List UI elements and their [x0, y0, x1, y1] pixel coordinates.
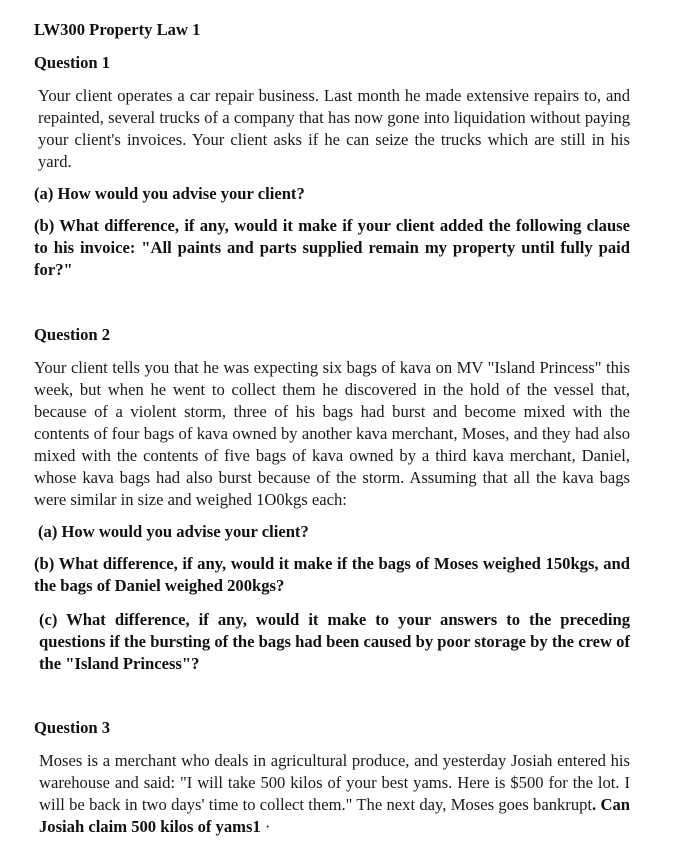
question-2-part-c: (c) What difference, if any, would it make to your answers to the preceding questions if the bursting of the bags had been caused by poor storage by the crew of the "Island Princess"?	[39, 610, 630, 673]
question-3-trailing-mark: ·	[260, 817, 271, 836]
question-2-part-a: (a) How would you advise your client?	[38, 522, 309, 541]
document-title: LW300 Property Law 1	[34, 20, 201, 39]
question-2-part-b: (b) What difference, if any, would it make if the bags of Moses weighed 150kgs, and the bags of Daniel weighed 200kgs?	[34, 554, 630, 595]
question-1-part-b: (b) What difference, if any, would it make if your client added the following clause to his invoice: "All paints and parts supplied remain my property until fully paid for?"	[34, 216, 630, 279]
question-3-heading: Question 3	[34, 718, 111, 737]
question-1-body: Your client operates a car repair business. Last month he made extensive repairs to, and repainted, several trucks of a company that has now gone into liquidation without paying your client's invoices. Your client asks if he can seize the trucks which are still in his yard.	[38, 86, 630, 171]
question-1-part-a: (a) How would you advise your client?	[34, 184, 305, 203]
question-2-body: Your client tells you that he was expecting six bags of kava on MV "Island Princess" this week, but when he went to collect them he discovered in the hold of the vessel that, because of a violent storm, three of his bags had burst and become mixed with the contents of four bags of kava owned by another kava merchant, Moses, and they had also mixed with the contents of five bags of kava owned by a third kava merchant, Daniel, whose kava bags had also burst because of the storm. Assuming that all the kava bags were similar in size and weighed 1O0kgs each:	[34, 358, 630, 509]
question-3-scenario: Moses is a merchant who deals in agricultural produce, and yesterday Josiah entered his warehouse and said: "I will take 500 kilos of your best yams. Here is $500 for the lot. I will be back in two days' time to collect them." The next day, Moses goes bankrupt	[39, 751, 630, 814]
question-1-heading: Question 1	[34, 53, 111, 72]
question-3-body	[34, 750, 630, 838]
question-2-heading: Question 2	[34, 325, 111, 344]
question-3-question: . Can Josiah claim 500 kilos of yams1	[39, 795, 630, 836]
